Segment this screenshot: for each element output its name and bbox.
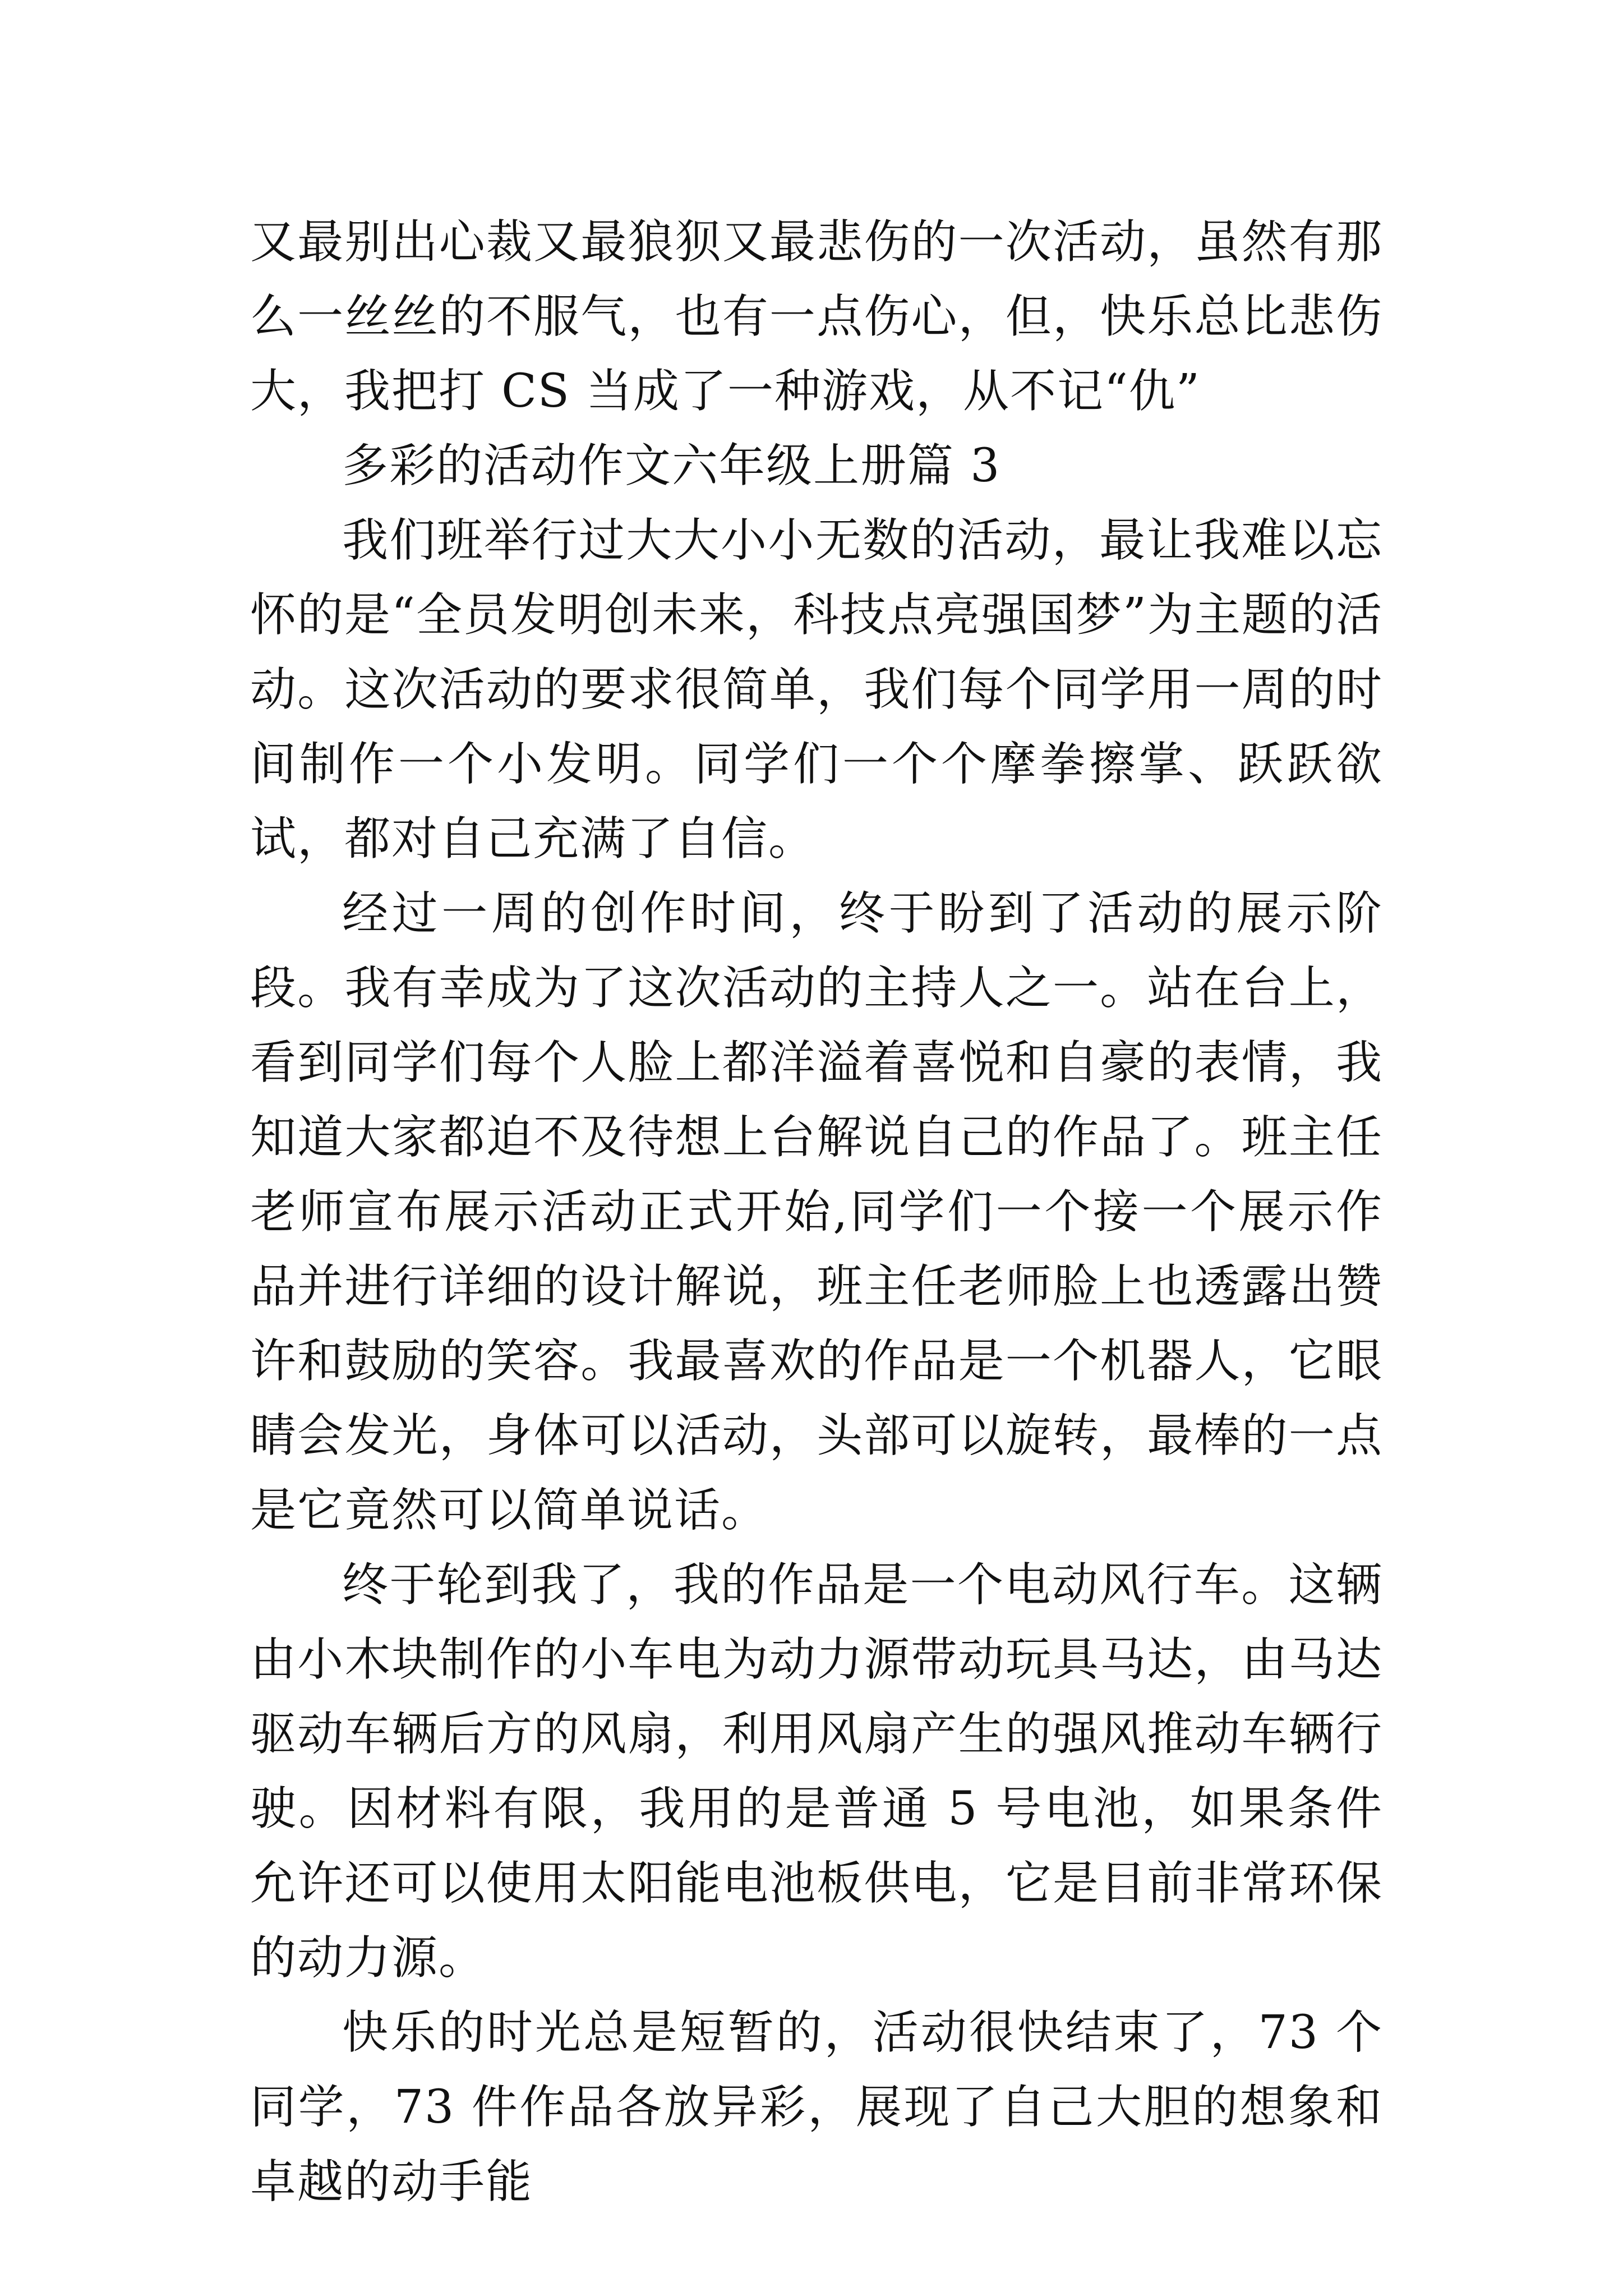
paragraph-showcase: 经过一周的创作时间，终于盼到了活动的展示阶段。我有幸成为了这次活动的主持人之一。站在台上，看到同学们每个人脸上都洋溢着喜悦和自豪的表情，我知道大家都迫不及待想上台解说自己的作品了。班主任老师宣布展示活动正式开始,同学们一个接一个展示作品并进行详细的设计解说，班主任老师脸上也透露出赞许和鼓励的笑容。我最喜欢的作品是一个机器人，它眼睛会发光，身体可以活动，头部可以旋转，最棒的一点是它竟然可以简单说话。 [250, 887, 1383, 1537]
paragraph-conclusion: 快乐的时光总是短暂的，活动很快结束了，73 个同学，73 件作品各放异彩，展现了自己大胆的想象和卓越的动手能 [250, 2006, 1383, 2208]
article-body [250, 205, 1383, 2219]
section-heading: 多彩的活动作文六年级上册篇 3 [342, 439, 1001, 493]
paragraph-intro: 我们班举行过大大小小无数的活动，最让我难以忘怀的是“全员发明创未来，科技点亮强国梦”为主题的活动。这次活动的要求很简单，我们每个同学用一周的时间制作一个小发明。同学们一个个摩拳擦掌、跃跃欲试，都对自己充满了自信。 [250, 514, 1383, 866]
paragraph-my-invention: 终于轮到我了，我的作品是一个电动风行车。这辆由小木块制作的小车电为动力源带动玩具马达，由马达驱动车辆后方的风扇，利用风扇产生的强风推动车辆行驶。因材料有限，我用的是普通 5 号电池，如果条件允许还可以使用太阳能电池板供电，它是目前非常环保的动力源。 [250, 1558, 1383, 1985]
paragraph-continuation: 又最别出心裁又最狼狈又最悲伤的一次活动，虽然有那么一丝丝的不服气，也有一点伤心，但，快乐总比悲伤大，我把打 CS 当成了一种游戏，从不记“仇” [250, 215, 1383, 418]
